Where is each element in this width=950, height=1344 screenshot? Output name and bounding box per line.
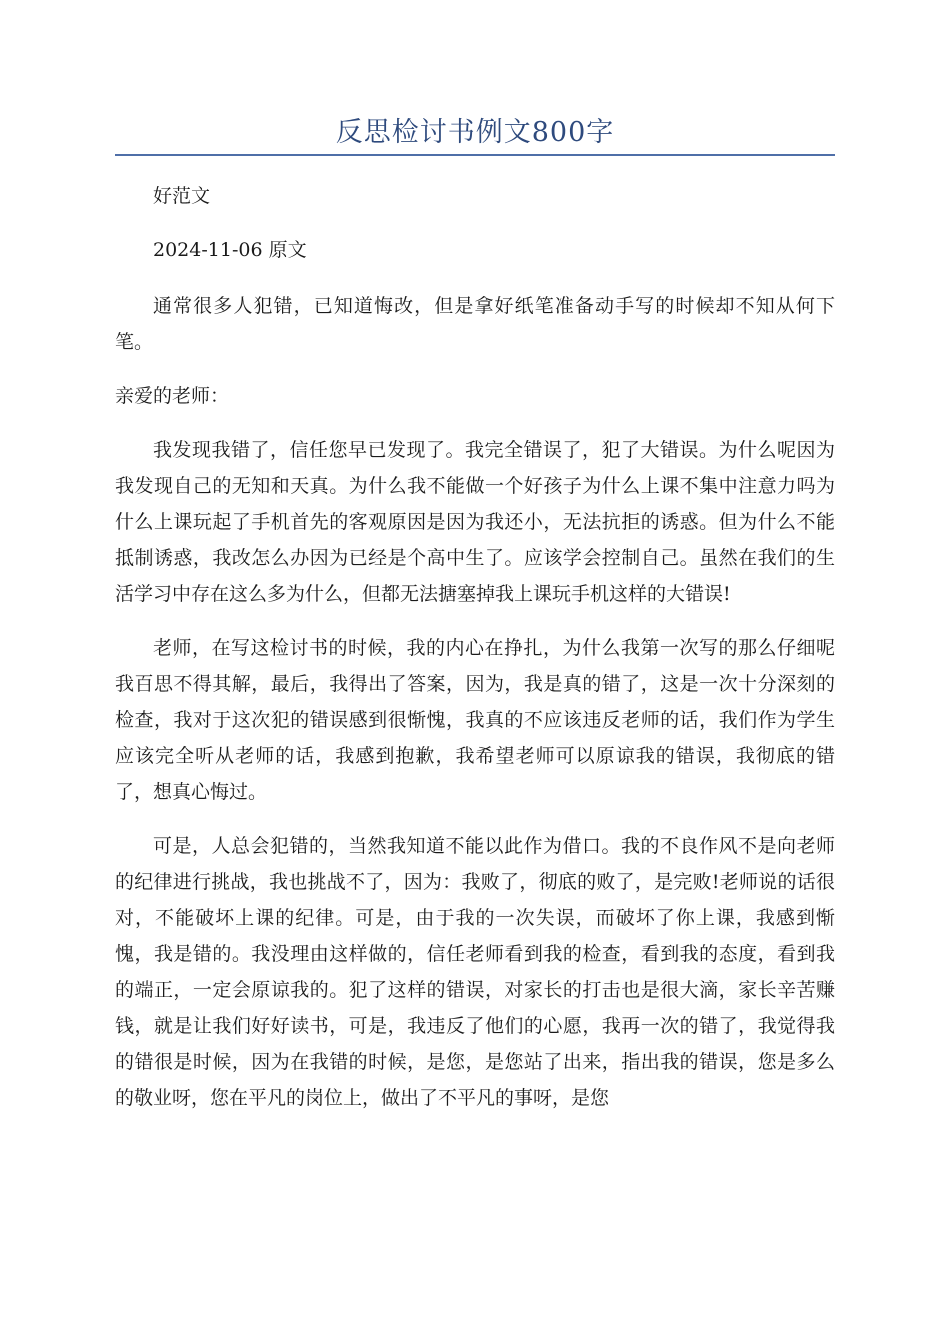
body-paragraph-2: 老师，在写这检讨书的时候，我的内心在挣扎，为什么我第一次写的那么仔细呢我百思不得其解，最后，我得出了答案，因为，我是真的错了，这是一次十分深刻的检查，我对于这次犯的错误感到很惭愧，我真的不应该违反老师的话，我们作为学生应该完全听从老师的话，我感到抱歉，我希望老师可以原谅我的错误，我彻底的错了，想真心悔过。 [115,637,835,803]
body-paragraph-3: 可是，人总会犯错的，当然我知道不能以此作为借口。我的不良作风不是向老师的纪律进行挑战，我也挑战不了，因为：我败了，彻底的败了，是完败!老师说的话很对，不能破坏上课的纪律。可是，由于我的一次失误，而破坏了你上课，我感到惭愧，我是错的。我没理由这样做的，信任老师看到我的检查，看到我的态度，看到我的端正，一定会原谅我的。犯了这样的错误，对家长的打击也是很大滴，家长辛苦赚钱，就是让我们好好读书，可是，我违反了他们的心愿，我再一次的错了，我觉得我的错很是时候，因为在我错的时候，是您，是您站了出来，指出我的错误，您是多么的敬业呀，您在平凡的岗位上，做出了不平凡的事呀，是您 [115,835,835,1109]
body-paragraph-1: 我发现我错了，信任您早已发现了。我完全错误了，犯了大错误。为什么呢因为我发现自己的无知和天真。为什么我不能做一个好孩子为什么上课不集中注意力吗为什么上课玩起了手机首先的客观原因是因为我还小，无法抗拒的诱惑。但为什么不能抵制诱惑，我改怎么办因为已经是个高中生了。应该学会控制自己。虽然在我们的生活学习中存在这么多为什么，但都无法搪塞掉我上课玩手机这样的大错误! [115,439,835,605]
salutation: 亲爱的老师： [115,385,230,407]
intro-paragraph: 通常很多人犯错，已知道悔改，但是拿好纸笔准备动手写的时候却不知从何下笔。 [115,295,835,353]
title-underline [115,154,835,156]
document-page [115,0,835,1116]
author-line: 好范文 [153,185,211,207]
document-title: 反思检讨书例文800字 [335,117,615,148]
date-line: 2024-11-06 原文 [153,239,307,261]
